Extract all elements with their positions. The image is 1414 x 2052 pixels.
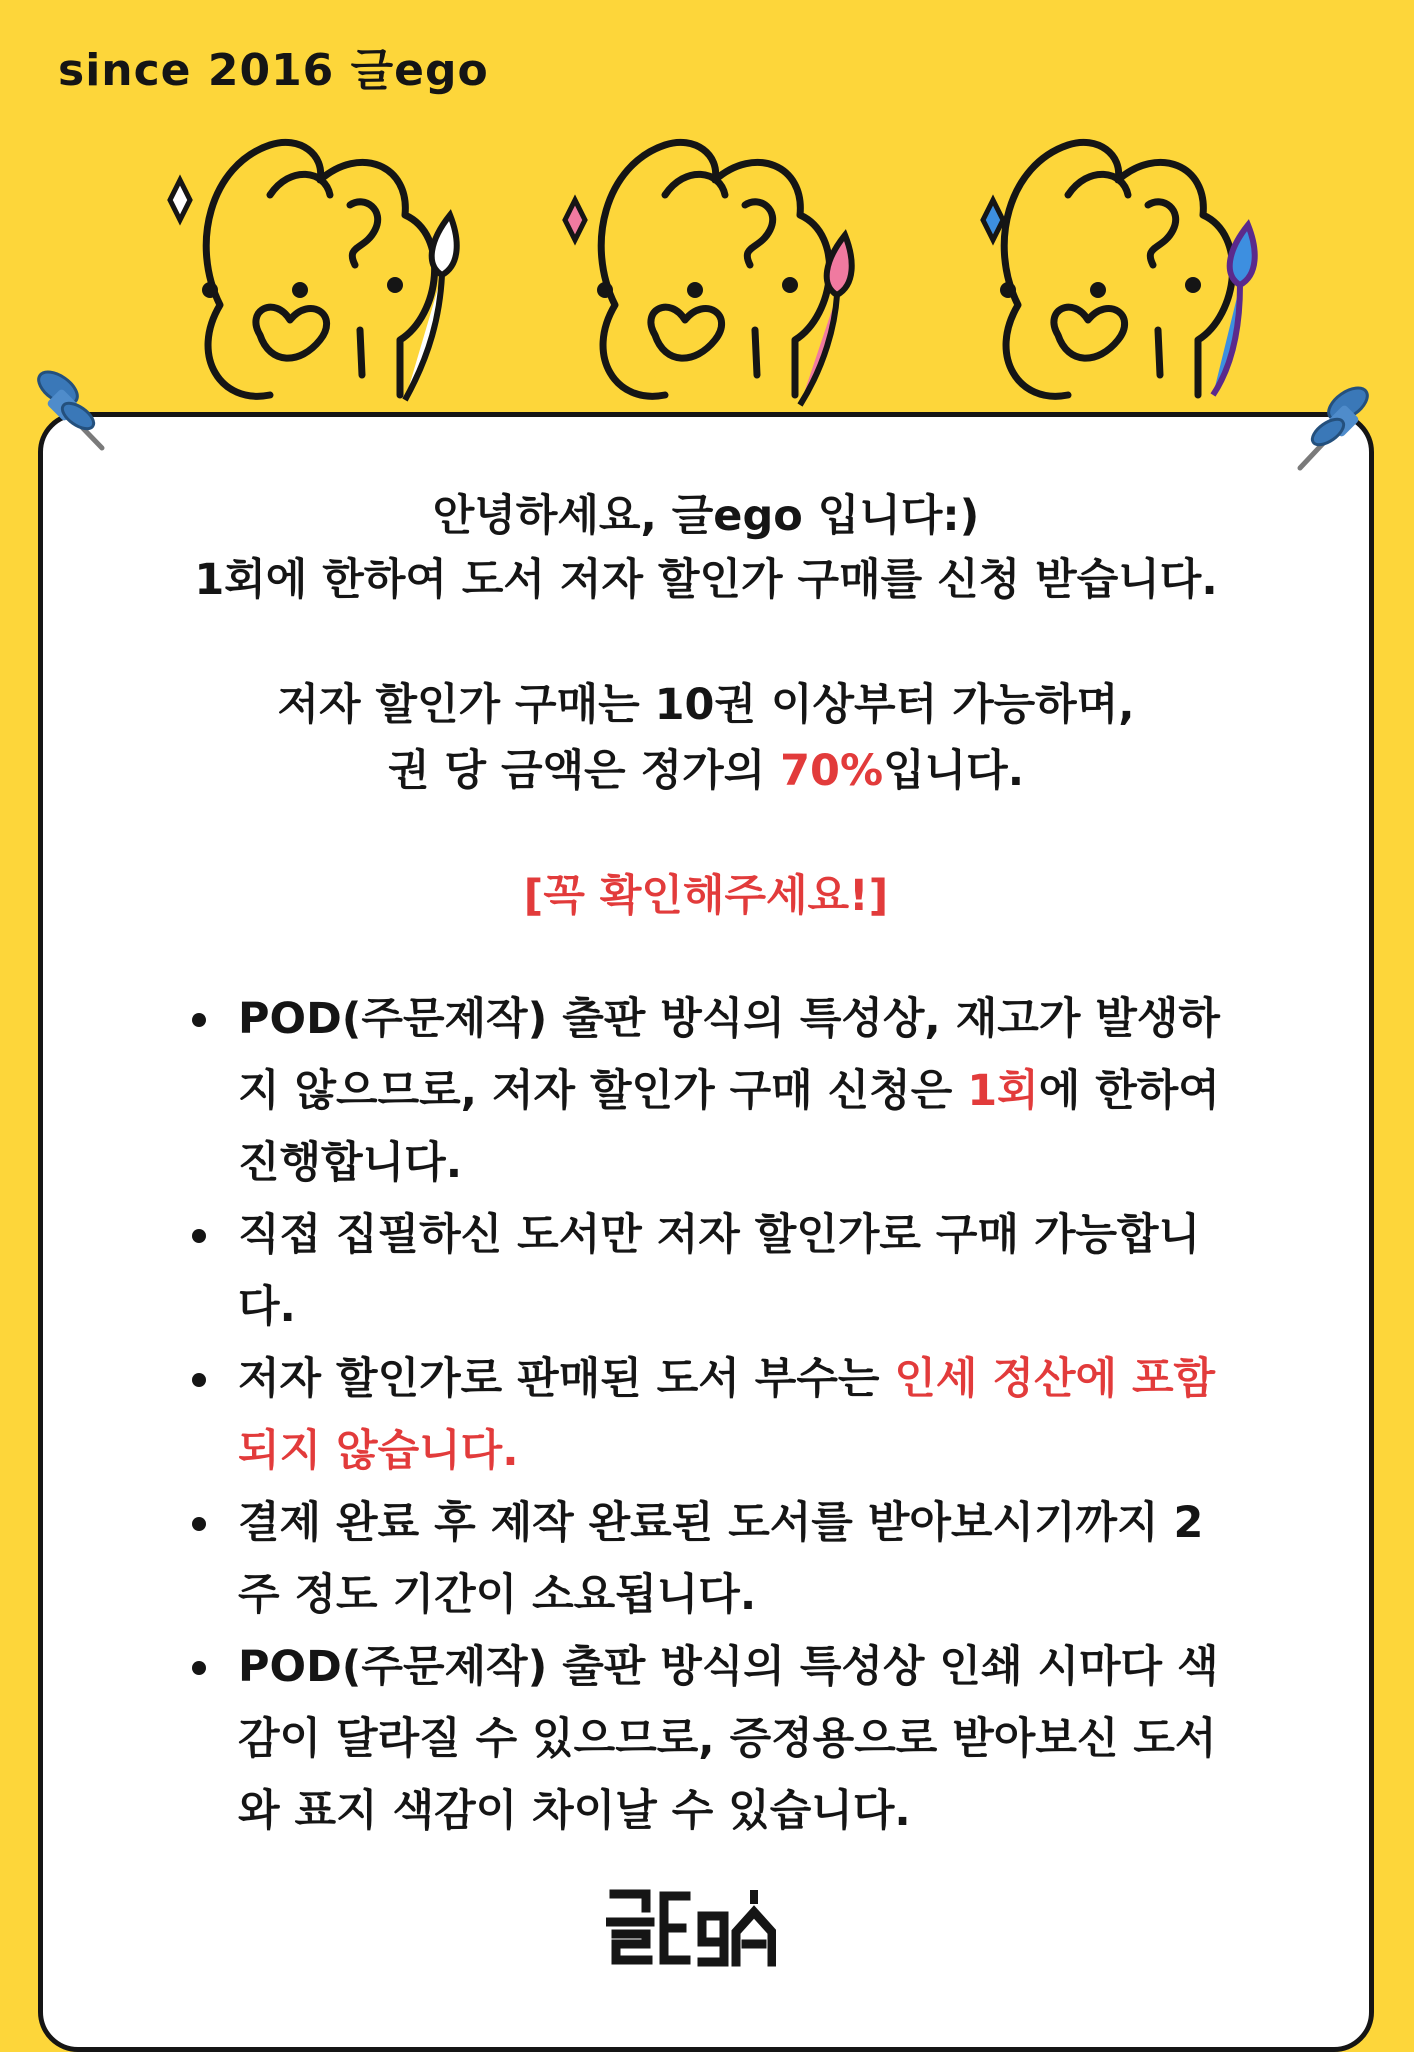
bullet-icon xyxy=(192,1661,206,1675)
gulego-logo-icon xyxy=(606,1882,776,1972)
mascot-character-icon xyxy=(150,125,480,425)
bullet-icon xyxy=(192,1373,206,1387)
price-info xyxy=(38,672,1374,804)
mascot-character-icon xyxy=(545,125,875,425)
bullet-icon xyxy=(192,1013,206,1027)
note-item: 저자 할인가로 판매된 도서 부수는 인세 정산에 포함되지 않습니다. xyxy=(186,1343,1226,1487)
mascot-row xyxy=(0,0,1414,430)
price-line: 저자 할인가 구매는 10권 이상부터 가능하며, xyxy=(277,680,1135,730)
bullet-icon xyxy=(192,1229,206,1243)
note-item: 결제 완료 후 제작 완료된 도서를 받아보시기까지 2주 정도 기간이 소요됩니다. xyxy=(186,1487,1226,1631)
mascot-character-icon xyxy=(948,125,1278,425)
since-label: since 2016 글ego xyxy=(58,45,489,96)
greeting xyxy=(38,484,1374,612)
price-prefix: 권 당 금액은 정가의 xyxy=(387,746,781,796)
bullet-icon xyxy=(192,1517,206,1531)
greeting-line: 1회에 한하여 도서 저자 할인가 구매를 신청 받습니다. xyxy=(194,555,1218,605)
price-suffix: 입니다. xyxy=(883,746,1025,796)
greeting-line: 안녕하세요, 글ego 입니다:) xyxy=(432,491,980,541)
note-item: 직접 집필하신 도서만 저자 할인가로 구매 가능합니다. xyxy=(186,1199,1226,1343)
notice-content xyxy=(38,412,1374,1847)
warning-title: [꼭 확인해주세요!] xyxy=(523,871,889,921)
note-item: POD(주문제작) 출판 방식의 특성상, 재고가 발생하지 않으므로, 저자 할인가 구매 신청은 1회에 한하여 진행합니다. xyxy=(186,983,1226,1199)
price-line xyxy=(38,738,1374,804)
sparkle-icon xyxy=(983,200,1003,240)
notes-list xyxy=(186,983,1226,1847)
discount-rate: 70% xyxy=(780,746,884,796)
note-item: POD(주문제작) 출판 방식의 특성상 인쇄 시마다 색감이 달라질 수 있으므로, 증정용으로 받아보신 도서와 표지 색감이 차이날 수 있습니다. xyxy=(186,1631,1226,1847)
sparkle-icon xyxy=(170,180,190,220)
sparkle-icon xyxy=(565,200,585,240)
